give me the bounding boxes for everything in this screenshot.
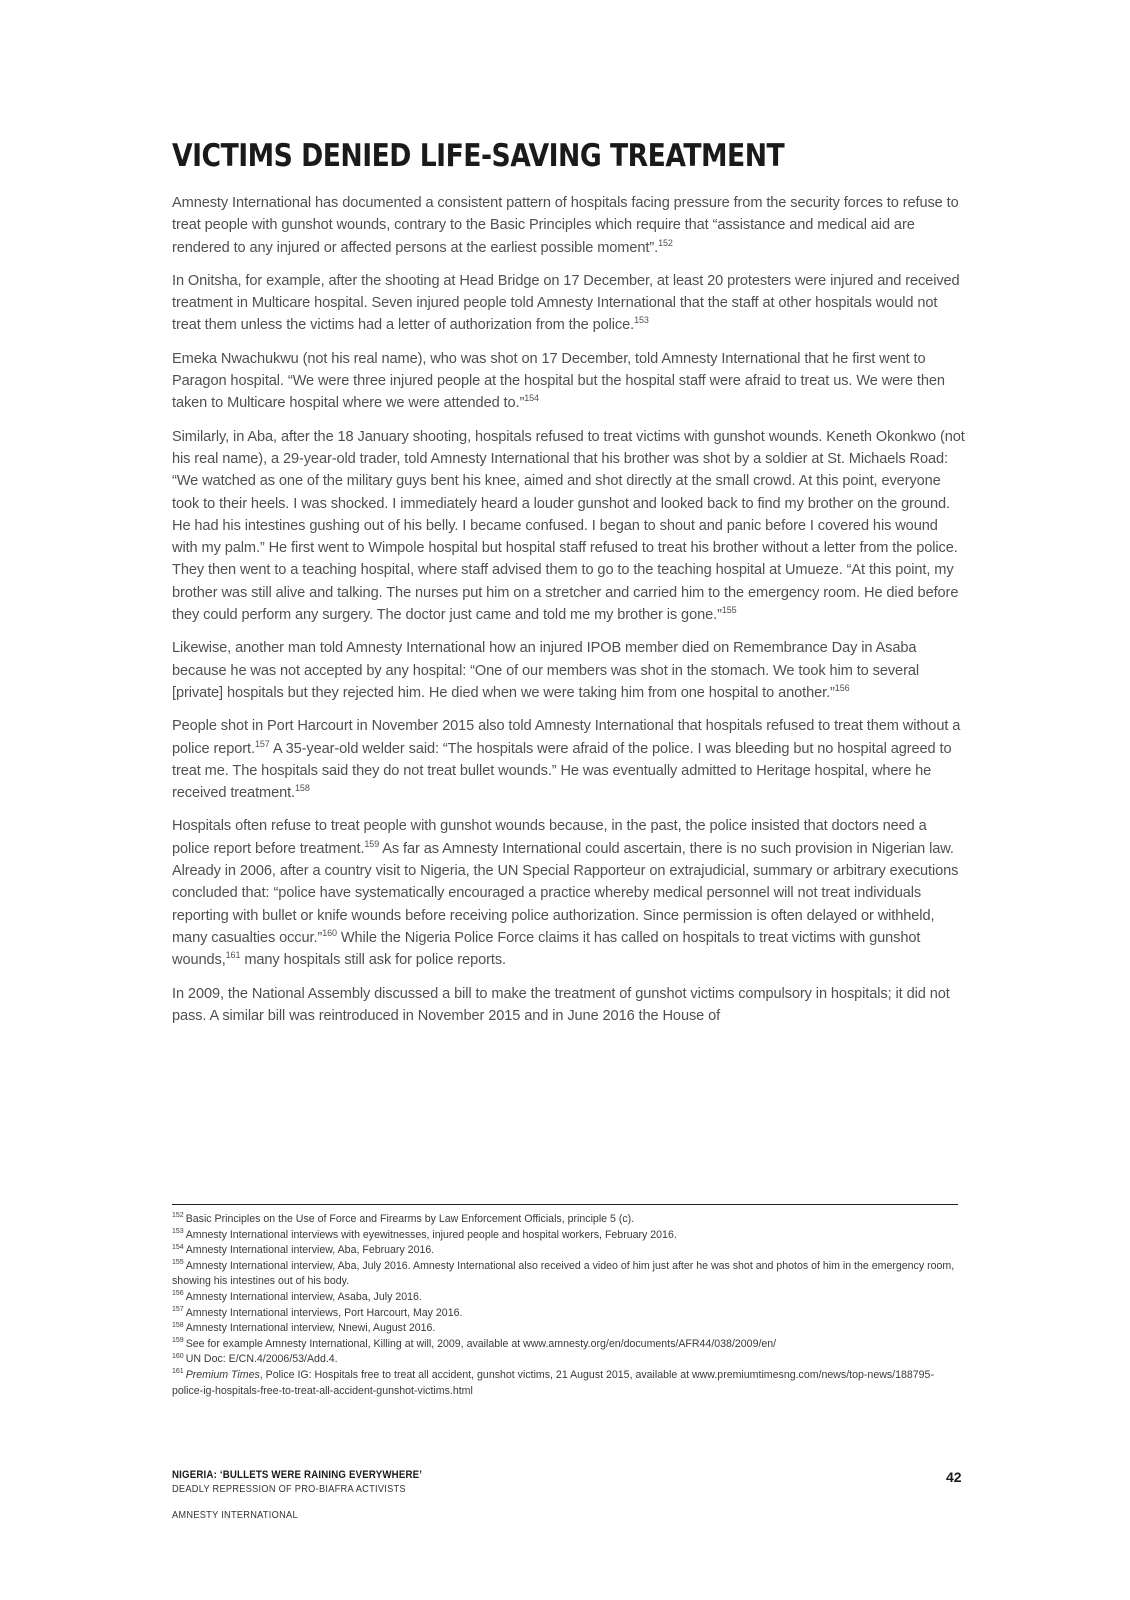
footnote-ref[interactable]: 152 (658, 237, 673, 248)
footnote: $^{159}$ See for example Amnesty International, Killing at will, 2009, available at www.amnesty.org/en/documents/AFR44/038/2009/en/ (172, 1337, 777, 1350)
paragraph: Emeka Nwachukwu (not his real name), who was shot on 17 December, told Amnesty International that he first went to Paragon hospital. “We were three injured people at the hospital but the hospital staff were afraid to treat us. We were then taken to Multicare hospital where we were attended to.”$^{154}$ (172, 350, 945, 412)
footnote: $^{161}$ Premium Times, Police IG: Hospitals free to treat all accident, gunshot victims, 21 August 2015, available at www.premiumtimesng.com/news/top-news/188795-police-ig-hospitals-free-to-treat-all-accident-gunshot-victims.html (172, 1368, 934, 1397)
footnote-ref[interactable]: 155 (721, 605, 737, 616)
report-subtitle: DEADLY REPRESSION OF PRO-BIAFRA ACTIVISTS (172, 1483, 406, 1495)
paragraph: In 2009, the National Assembly discussed a bill to make the treatment of gunshot victims compulsory in hospitals; it did not pass. A similar bill was reintroduced in November 2015 and in June 2016 the House of (172, 985, 950, 1024)
paragraph: Similarly, in Aba, after the 18 January shooting, hospitals refused to treat victims with gunshot wounds. Keneth Okonkwo (not his real name), a 29-year-old trader, told Amnesty International that his brother was shot by a soldier at St. Michaels Road: “We watched as one of the military guys bent his knee, aimed and shot directly at the small crowd. At this point, everyone took to their heels. I was shocked. I immediately heard a louder gunshot and looked back to find my brother on the ground. He had his intestines gushing out of his belly. I became confused. I began to shout and panic before I covered his wound with my palm.” He first went to Wimpole hospital but hospital staff refused to treat his brother without a letter from the police. They then went to a teaching hospital, where staff advised them to go to the teaching hospital at Umueze. “At this point, my brother was still alive and talking. The nurses put him on a stretcher and carried him to the emergency room. He died before they could perform any surgery. The doctor just came and told me my brother is gone.”$^{155}$ (172, 428, 965, 624)
footnote-ref[interactable]: 160 (322, 928, 337, 939)
report-title: NIGERIA: ‘BULLETS WERE RAINING EVERYWHERE’ (172, 1469, 423, 1481)
paragraph: Hospitals often refuse to treat people with gunshot wounds because, in the past, the police insisted that doctors need a police report before treatment.$^{159}$ As far as Amnesty International could ascertain, there is no such provision in Nigerian law. Already in 2006, after a country visit to Nigeria, the UN Special Rapporteur on extrajudicial, summary or arbitrary executions concluded that: “police have systematically encouraged a practice whereby medical personnel will not treat individuals reporting with bullet or knife wounds before receiving police authorization. Since permission is often delayed or withheld, many casualties occur.”$^{160}$ While the Nigeria Police Force claims it has called on hospitals to treat victims with gunshot wounds,$^{161}$ many hospitals still ask for police reports. (172, 818, 959, 969)
paragraph: Amnesty International has documented a consistent pattern of hospitals facing pressure from the security forces to refuse to treat people with gunshot wounds, contrary to the Basic Principles which require that “assistance and medical aid are rendered to any injured or affected persons at the earliest possible moment”.$^{152}$ (172, 195, 959, 256)
footnote-divider (172, 1204, 958, 1205)
footnote: $^{160}$ UN Doc: E/CN.4/2006/53/Add.4. (172, 1352, 338, 1366)
footnote: $^{154}$ Amnesty International interview, Aba, February 2016. (172, 1243, 435, 1257)
footnote-ref[interactable]: 157 (254, 738, 270, 749)
footnotes (172, 1212, 962, 1399)
footnote: $^{156}$ Amnesty International interview, Asaba, July 2016. (172, 1290, 422, 1303)
footnote-ref[interactable]: 161 (225, 950, 241, 961)
section-heading: VICTIMS DENIED LIFE-SAVING TREATMENT (172, 138, 785, 174)
footnote-ref[interactable]: 154 (524, 393, 539, 404)
paragraph: Likewise, another man told Amnesty International how an injured IPOB member died on Remembrance Day in Asaba because he was not accepted by any hospital: “One of our members was shot in the stomach. We took him to several [private] hospitals but they rejected him. He died when we were taking him from one hospital to another.”$^{156}$ (172, 640, 919, 701)
organization-name: AMNESTY INTERNATIONAL (172, 1509, 298, 1521)
footnote: $^{158}$ Amnesty International interview, Nnewi, August 2016. (172, 1321, 436, 1335)
footnote: $^{152}$ Basic Principles on the Use of Force and Firearms by Law Enforcement Officials, principle 5 (c). (172, 1212, 635, 1225)
footnote-ref[interactable]: 153 (634, 315, 649, 326)
paragraph: In Onitsha, for example, after the shooting at Head Bridge on 17 December, at least 20 protesters were injured and received treatment in Multicare hospital. Seven injured people told Amnesty International that the staff at other hospitals would not treat them unless the victims had a letter of authorization from the police.$^{153}$ (172, 272, 960, 334)
footnote: $^{157}$ Amnesty International interviews, Port Harcourt, May 2016. (172, 1306, 463, 1319)
page-number: 42 (946, 1469, 962, 1485)
page-footer (172, 1468, 962, 1522)
footnote-ref[interactable]: 158 (295, 783, 310, 794)
footnote-ref[interactable]: 159 (364, 838, 380, 849)
paragraph: People shot in Port Harcourt in November 2015 also told Amnesty International that hospitals refused to treat them without a police report.$^{157}$ A 35-year-old welder said: “The hospitals were afraid of the police. I was bleeding but no hospital agreed to treat me. The hospitals said they do not treat bullet wounds.” He was eventually admitted to Heritage hospital, where he received treatment.$^{158}$ (172, 718, 961, 802)
footnote: $^{155}$ Amnesty International interview, Aba, July 2016. Amnesty International also received a video of him just after he was shot and photos of him in the emergency room, showing his intestines out of his body. (172, 1259, 955, 1288)
footnote: $^{153}$ Amnesty International interviews with eyewitnesses, injured people and hospital workers, February 2016. (172, 1228, 677, 1241)
footnote-ref[interactable]: 156 (834, 683, 850, 694)
body-text (172, 192, 967, 1038)
